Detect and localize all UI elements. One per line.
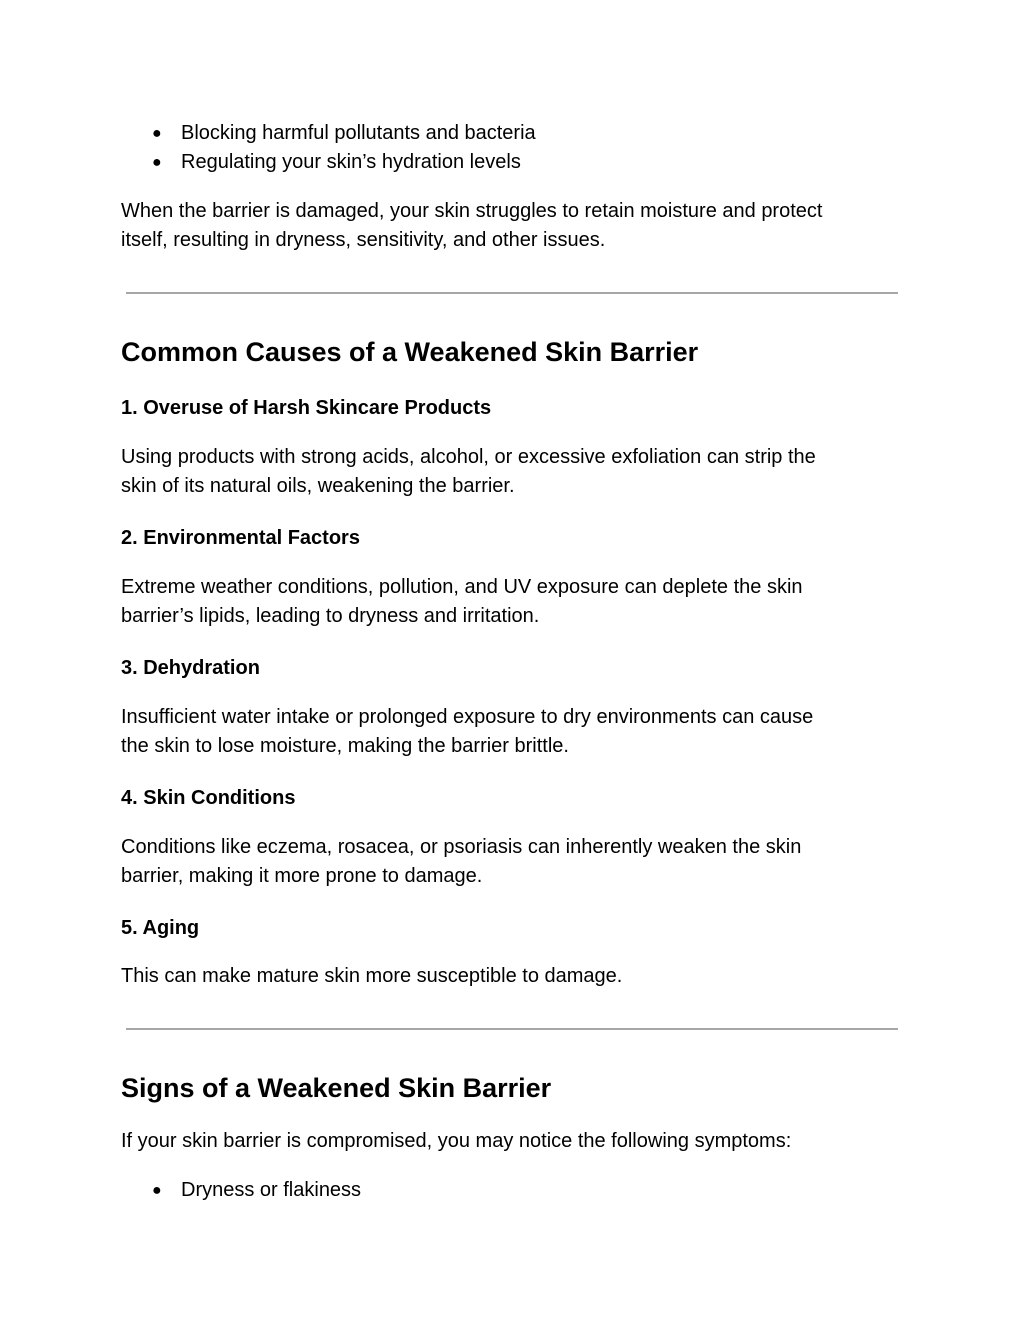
section-heading-causes: Common Causes of a Weakened Skin Barrier bbox=[121, 337, 699, 367]
cause-title: 5. Aging bbox=[121, 917, 200, 939]
paragraph-line: itself, resulting in dryness, sensitivity, and other issues. bbox=[121, 229, 606, 251]
paragraph-line: Conditions like eczema, rosacea, or psoriasis can inherently weaken the skin bbox=[121, 836, 802, 858]
bullet-icon: ● bbox=[152, 154, 162, 171]
cause-title: 2. Environmental Factors bbox=[121, 527, 360, 549]
paragraph-line: When the barrier is damaged, your skin struggles to retain moisture and protect bbox=[121, 200, 823, 222]
paragraph-line: Extreme weather conditions, pollution, and UV exposure can deplete the skin bbox=[121, 576, 803, 598]
bullet-icon: ● bbox=[152, 1182, 162, 1199]
section-heading-signs: Signs of a Weakened Skin Barrier bbox=[121, 1073, 552, 1103]
paragraph-line: This can make mature skin more susceptible to damage. bbox=[121, 965, 623, 987]
horizontal-divider bbox=[126, 292, 898, 294]
paragraph-line: barrier, making it more prone to damage. bbox=[121, 865, 483, 887]
bullet-text: Dryness or flakiness bbox=[181, 1179, 362, 1201]
horizontal-divider bbox=[126, 1028, 898, 1030]
cause-title: 1. Overuse of Harsh Skincare Products bbox=[121, 397, 492, 419]
cause-title: 3. Dehydration bbox=[121, 657, 260, 679]
paragraph-line: Using products with strong acids, alcohol, or excessive exfoliation can strip the bbox=[121, 446, 816, 468]
bullet-icon: ● bbox=[152, 125, 162, 142]
paragraph-line: Insufficient water intake or prolonged exposure to dry environments can cause bbox=[121, 706, 814, 728]
bullet-text: Blocking harmful pollutants and bacteria bbox=[181, 122, 536, 144]
paragraph-line: If your skin barrier is compromised, you may notice the following symptoms: bbox=[121, 1130, 792, 1152]
paragraph-line: barrier’s lipids, leading to dryness and irritation. bbox=[121, 605, 540, 627]
cause-title: 4. Skin Conditions bbox=[121, 787, 296, 809]
paragraph-line: skin of its natural oils, weakening the barrier. bbox=[121, 475, 515, 497]
bullet-text: Regulating your skin’s hydration levels bbox=[181, 151, 521, 173]
paragraph-line: the skin to lose moisture, making the barrier brittle. bbox=[121, 735, 569, 757]
